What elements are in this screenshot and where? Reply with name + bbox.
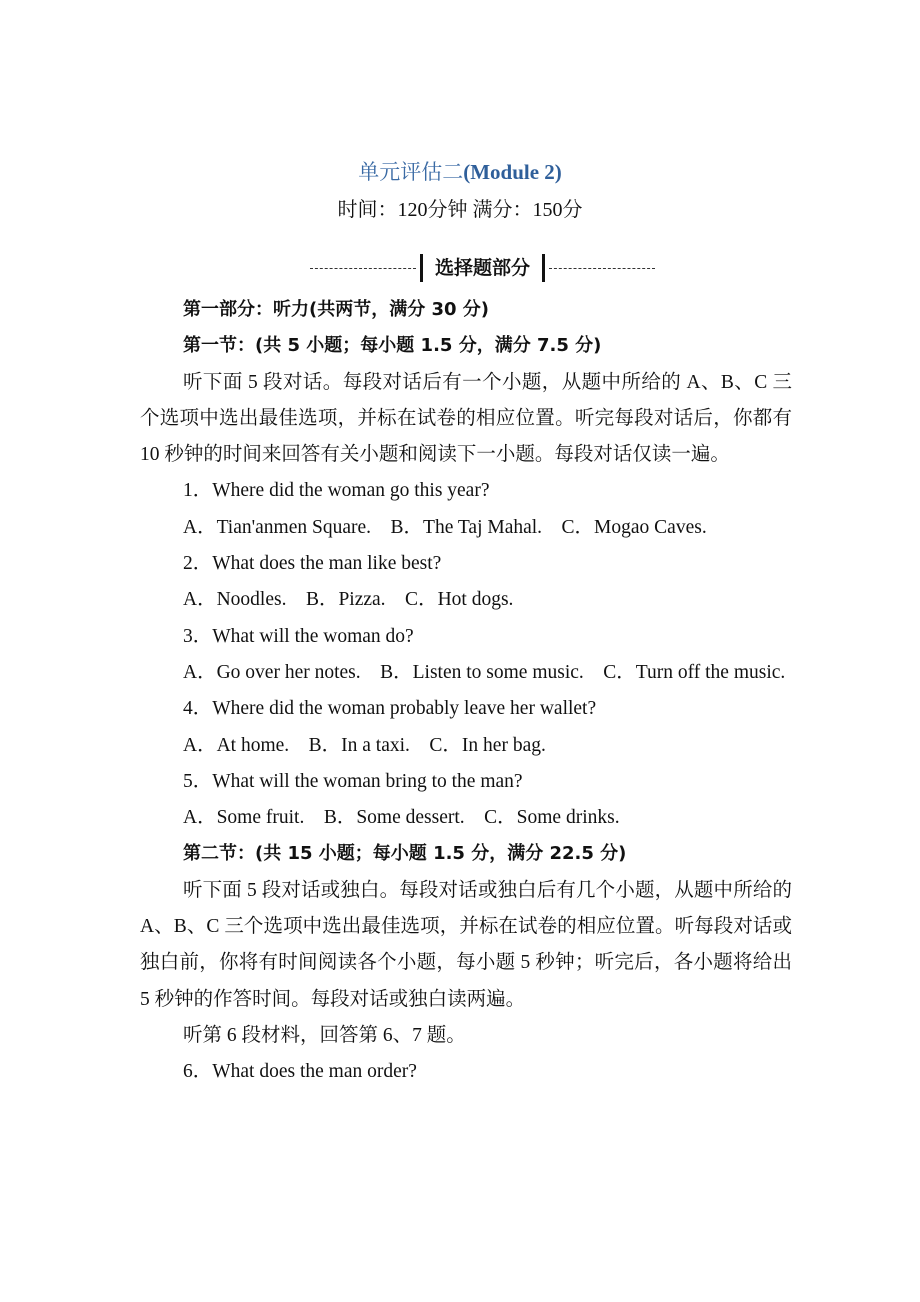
section-heading: 第一节：(共 5 小题；每小题 1.5 分，满分 7.5 分) <box>183 335 602 357</box>
paragraph: 听下面 5 段对话。每段对话后有一个小题，从题中所给的 A、B、C 三个选项中选出最佳选项，并标在试卷的相应位置。听完每段对话后，你都有 10 秒钟的时间来回答有关小题和阅读下一小题。每段对话仅读一遍。 <box>140 371 792 466</box>
page-title <box>0 156 920 186</box>
dashed-line-right <box>549 268 655 269</box>
paragraph: A．Noodles. B．Pizza. C．Hot dogs. <box>183 589 514 611</box>
paragraph: 2．What does the man like best? <box>183 553 442 575</box>
exam-info: 时间：120分钟 满分：150分 <box>337 199 583 221</box>
paragraph: 6．What does the man order? <box>183 1061 417 1083</box>
section-divider <box>310 254 655 282</box>
section-heading: 第一部分：听力(共两节，满分 30 分) <box>183 299 490 320</box>
paragraph: A．At home. B．In a taxi. C．In her bag. <box>183 734 546 756</box>
paragraph: A．Tian'anmen Square. B．The Taj Mahal. C．Mogao Caves. <box>183 516 707 538</box>
paragraph: A．Go over her notes. B．Listen to some music. C．Turn off the music. <box>183 661 786 683</box>
paragraph: 5．What will the woman bring to the man? <box>183 770 523 792</box>
section-label: 选择题部分 <box>420 254 545 282</box>
paragraph: A．Some fruit. B．Some dessert. C．Some drinks. <box>183 807 620 829</box>
paragraph: 听第 6 段材料，回答第 6、7 题。 <box>183 1024 466 1046</box>
paragraph: 1．Where did the woman go this year? <box>183 480 490 502</box>
title-chinese: 单元评估二 <box>358 160 464 184</box>
title-english: (Module 2) <box>463 160 562 184</box>
document-body <box>140 292 792 1091</box>
paragraph: 3．What will the woman do? <box>183 625 414 647</box>
dashed-line-left <box>310 268 416 269</box>
section-heading: 第二节：(共 15 小题；每小题 1.5 分，满分 22.5 分) <box>183 843 627 865</box>
paragraph: 听下面 5 段对话或独白。每段对话或独白后有几个小题，从题中所给的 A、B、C 三个选项中选出最佳选项，并标在试卷的相应位置。听每段对话或独白前，你将有时间阅读各个小题，每小题 5 秒钟；听完后，各小题将给出 5 秒钟的作答时间。每段对话或独白读两遍。 <box>140 879 792 1010</box>
paragraph: 4．Where did the woman probably leave her wallet? <box>183 698 597 720</box>
